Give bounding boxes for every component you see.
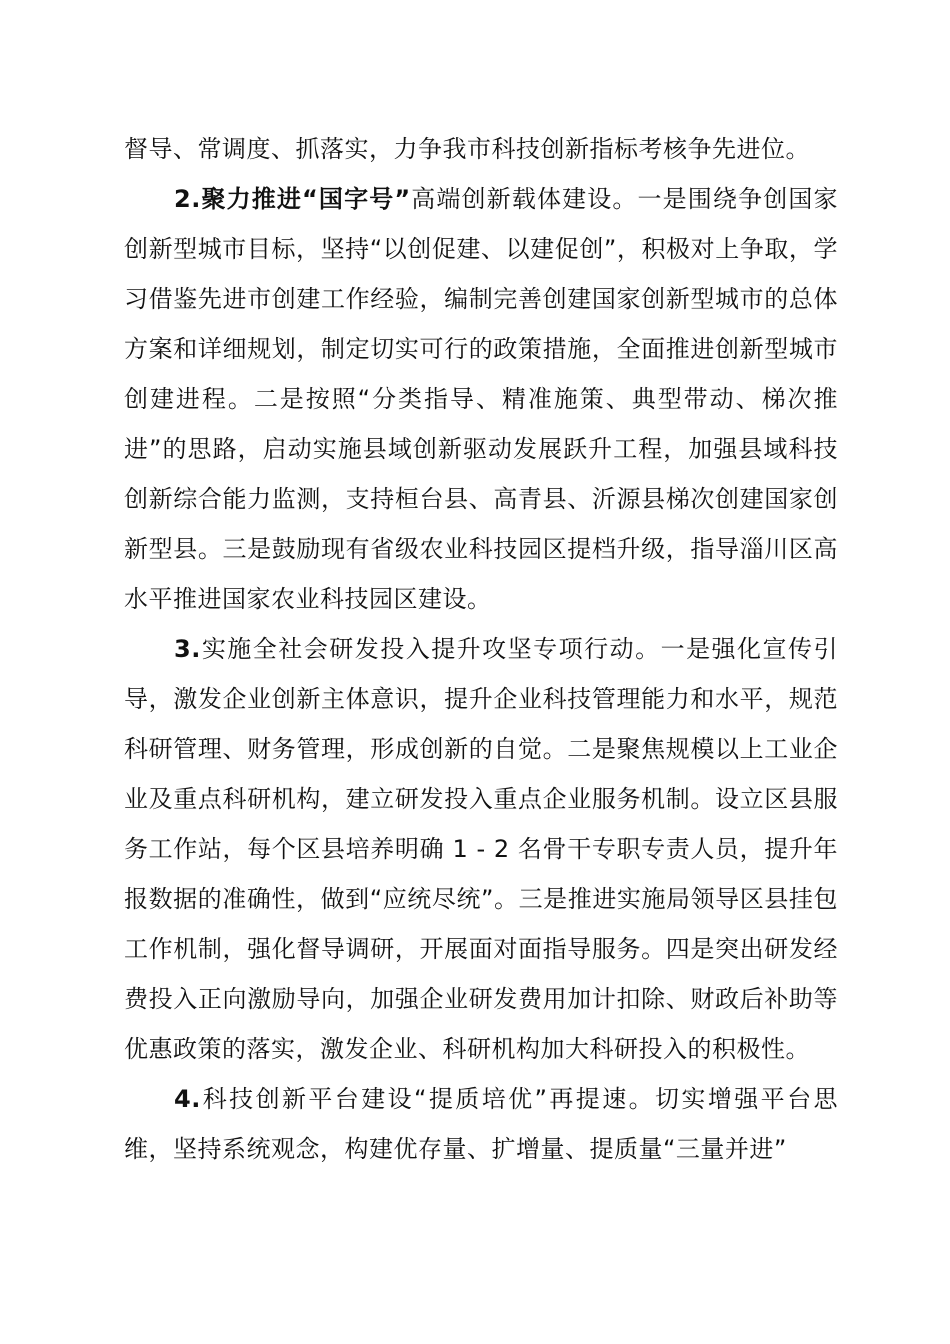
- document-body: [124, 124, 838, 1174]
- paragraph-3-heading: 3.: [174, 635, 201, 663]
- paragraph-4-text: 科技创新平台建设“提质培优”再提速。切实增强平台思维，坚持系统观念，构建优存量、扩增量、提质量“三量并进”: [124, 1085, 838, 1163]
- paragraph-3-text: 实施全社会研发投入提升攻坚专项行动。一是强化宣传引导，激发企业创新主体意识，提升企业科技管理能力和水平，规范科研管理、财务管理，形成创新的自觉。二是聚焦规模以上工业企业及重点科研机构，建立研发投入重点企业服务机制。设立区县服务工作站，每个区县培养明确 1 - 2 名骨干专职专责人员，提升年报数据的准确性，做到“应统尽统”。三是推进实施局领导区县挂包工作机制，强化督导调研，开展面对面指导服务。四是突出研发经费投入正向激励导向，加强企业研发费用加计扣除、财政后补助等优惠政策的落实，激发企业、科研机构加大科研投入的积极性。: [124, 635, 838, 1063]
- paragraph-1: [124, 124, 838, 174]
- paragraph-3: [124, 624, 838, 1074]
- paragraph-2: [124, 174, 838, 624]
- paragraph-1-text: 督导、常调度、抓落实，力争我市科技创新指标考核争先进位。: [124, 135, 810, 163]
- paragraph-4-heading: 4.: [174, 1085, 201, 1113]
- paragraph-4: [124, 1074, 838, 1174]
- paragraph-2-heading: 2.聚力推进“国字号”: [174, 185, 411, 213]
- paragraph-2-text: 高端创新载体建设。一是围绕争创国家创新型城市目标，坚持“以创促建、以建促创”，积极对上争取，学习借鉴先进市创建工作经验，编制完善创建国家创新型城市的总体方案和详细规划，制定切实可行的政策措施，全面推进创新型城市创建进程。二是按照“分类指导、精准施策、典型带动、梯次推进”的思路，启动实施县域创新驱动发展跃升工程，加强县域科技创新综合能力监测，支持桓台县、高青县、沂源县梯次创建国家创新型县。三是鼓励现有省级农业科技园区提档升级，指导淄川区高水平推进国家农业科技园区建设。: [124, 185, 838, 613]
